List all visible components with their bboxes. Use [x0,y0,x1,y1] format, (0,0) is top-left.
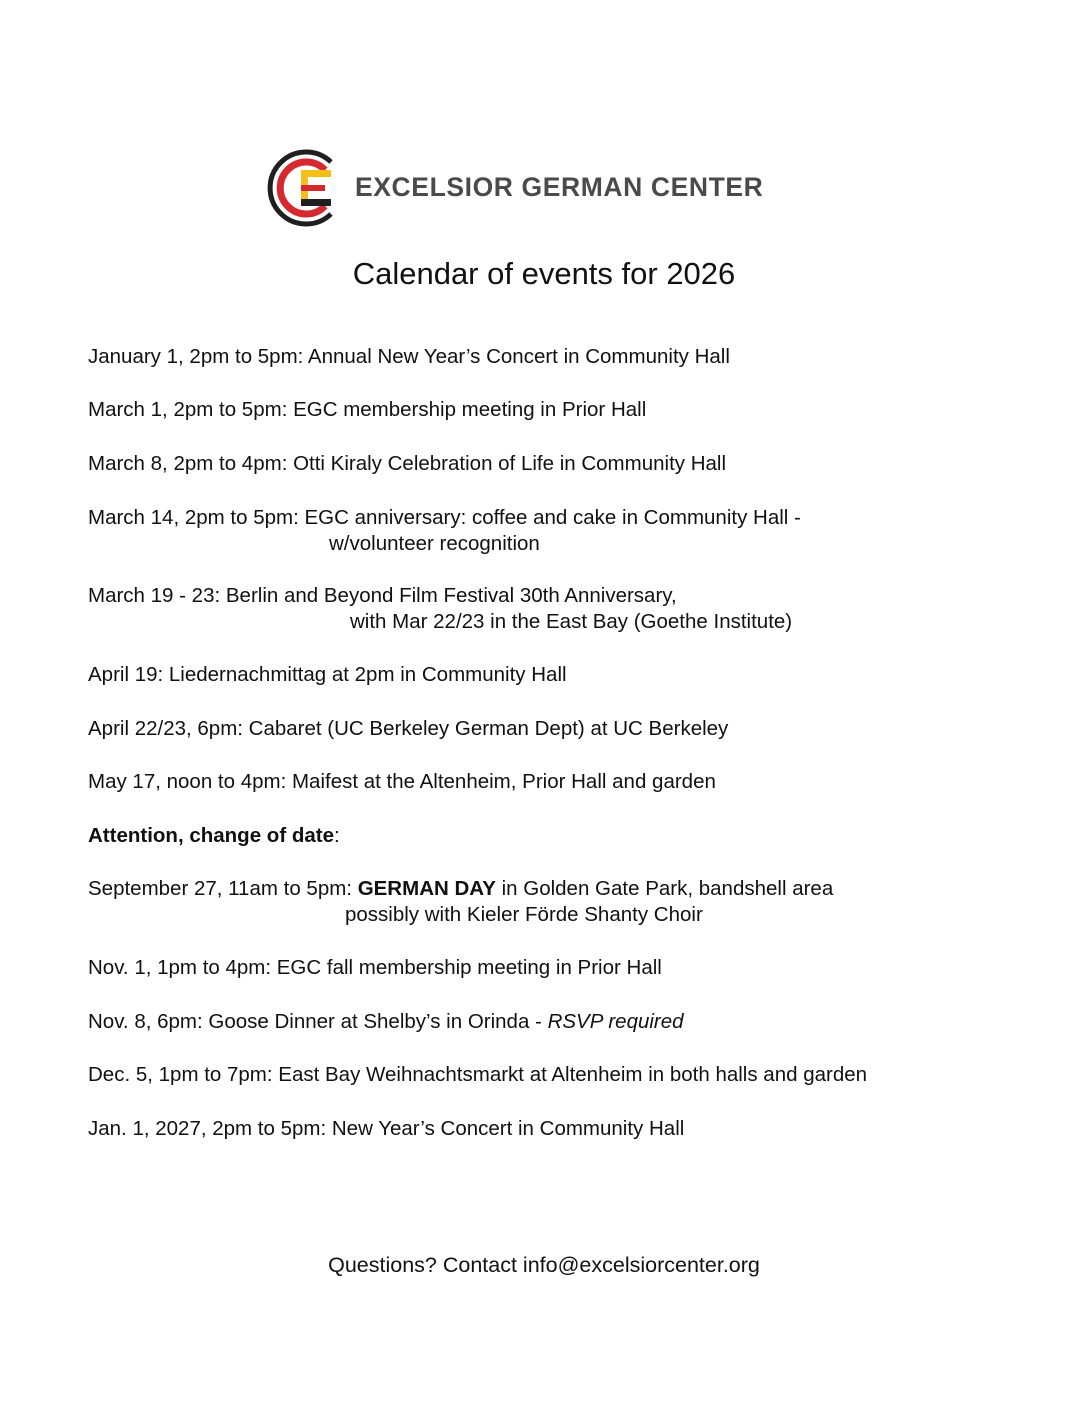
attention-colon: : [334,824,340,847]
event-text: Dec. 5, 1pm to 7pm: East Bay Weihnachtsmarkt at Altenheim in both halls and garden [88,1063,868,1086]
event-text: September 27, 11am to 5pm: [88,877,358,900]
event-continuation: w/volunteer recognition [329,532,540,555]
event-item [88,662,567,688]
event-continuation: possibly with Kieler Förde Shanty Choir [345,903,703,926]
event-text: May 17, noon to 4pm: Maifest at the Altenheim, Prior Hall and garden [88,770,716,793]
event-item-german-day [88,876,833,928]
event-text: March 19 - 23: Berlin and Beyond Film Festival 30th Anniversary, [88,584,677,607]
event-item [88,505,801,557]
attention-notice [88,823,340,849]
page-title: Calendar of events for 2026 [352,256,736,291]
logo [265,148,785,230]
event-text: Nov. 1, 1pm to 4pm: EGC fall membership meeting in Prior Hall [88,956,662,979]
contact-footer: Questions? Contact info@excelsiorcenter.org [328,1253,760,1277]
event-text: in Golden Gate Park, bandshell area [495,877,834,900]
event-item [88,1062,867,1088]
rsvp-note: RSVP required [547,1010,684,1033]
event-text: Nov. 8, 6pm: Goose Dinner at Shelby’s in Orinda - [88,1010,548,1033]
event-item [88,451,726,477]
event-continuation: with Mar 22/23 in the East Bay (Goethe Institute) [350,610,793,633]
excelsior-logo-mark-icon [265,148,345,228]
german-day-label: GERMAN DAY [357,877,496,900]
event-text: Jan. 1, 2027, 2pm to 5pm: New Year’s Concert in Community Hall [88,1117,685,1140]
attention-label: Attention, change of date [88,824,334,847]
event-text: January 1, 2pm to 5pm: Annual New Year’s Concert in Community Hall [88,345,730,368]
event-item [88,1009,684,1035]
event-text: March 14, 2pm to 5pm: EGC anniversary: coffee and cake in Community Hall - [88,506,801,529]
event-item [88,344,730,370]
event-item [88,769,716,795]
event-text: April 22/23, 6pm: Cabaret (UC Berkeley German Dept) at UC Berkeley [88,717,729,740]
event-item [88,397,646,423]
event-item [88,583,792,635]
event-text: April 19: Liedernachmittag at 2pm in Community Hall [88,663,567,686]
event-item [88,955,662,981]
event-item [88,716,728,742]
org-name: EXCELSIOR GERMAN CENTER [355,172,764,202]
event-item [88,1116,684,1142]
event-text: March 1, 2pm to 5pm: EGC membership meeting in Prior Hall [88,398,647,421]
event-text: March 8, 2pm to 4pm: Otti Kiraly Celebration of Life in Community Hall [88,452,727,475]
